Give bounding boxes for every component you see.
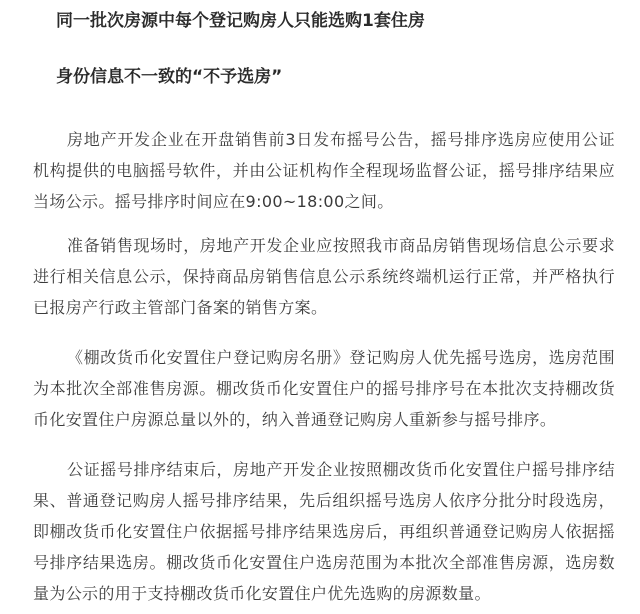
paragraph-selection-order: 公证摇号排序结束后，房地产开发企业按照棚改货币化安置住户摇号排序结果、普通登记购房人摇号排序结果，先后组织摇号选房人依序分批分时段选房，即棚改货币化安置住户依据摇号排序结果选房后，再组织普通登记购房人依据摇号排序结果选房。棚改货币化安置住户选房范围为本批次全部准售房源，选房数量为公示的用于支持棚改货币化安置住户优先选购的房源数量。	[33, 460, 615, 603]
paragraph-priority-lottery: 《棚改货币化安置住户登记购房名册》登记购房人优先摇号选房，选房范围为本批次全部准售房源。棚改货币化安置住户的摇号排序号在本批次支持棚改货币化安置住户房源总量以外的，纳入普通登记购房人重新参与摇号排序。	[33, 348, 615, 429]
paragraph-lottery-announcement: 房地产开发企业在开盘销售前3日发布摇号公告，摇号排序选房应使用公证机构提供的电脑摇号软件，并由公证机构作全程现场监督公证，摇号排序结果应当场公示。摇号排序时间应在9:00~18:00之间。	[33, 130, 615, 211]
section-heading-identity-mismatch: 身份信息不一致的“不予选房”	[56, 67, 283, 87]
paragraph-sales-site-preparation: 准备销售现场时，房地产开发企业应按照我市商品房销售现场信息公示要求进行相关信息公示，保持商品房销售信息公示系统终端机运行正常，并严格执行已报房产行政主管部门备案的销售方案。	[33, 236, 615, 317]
section-heading-one-house-limit: 同一批次房源中每个登记购房人只能选购1套住房	[56, 11, 425, 31]
